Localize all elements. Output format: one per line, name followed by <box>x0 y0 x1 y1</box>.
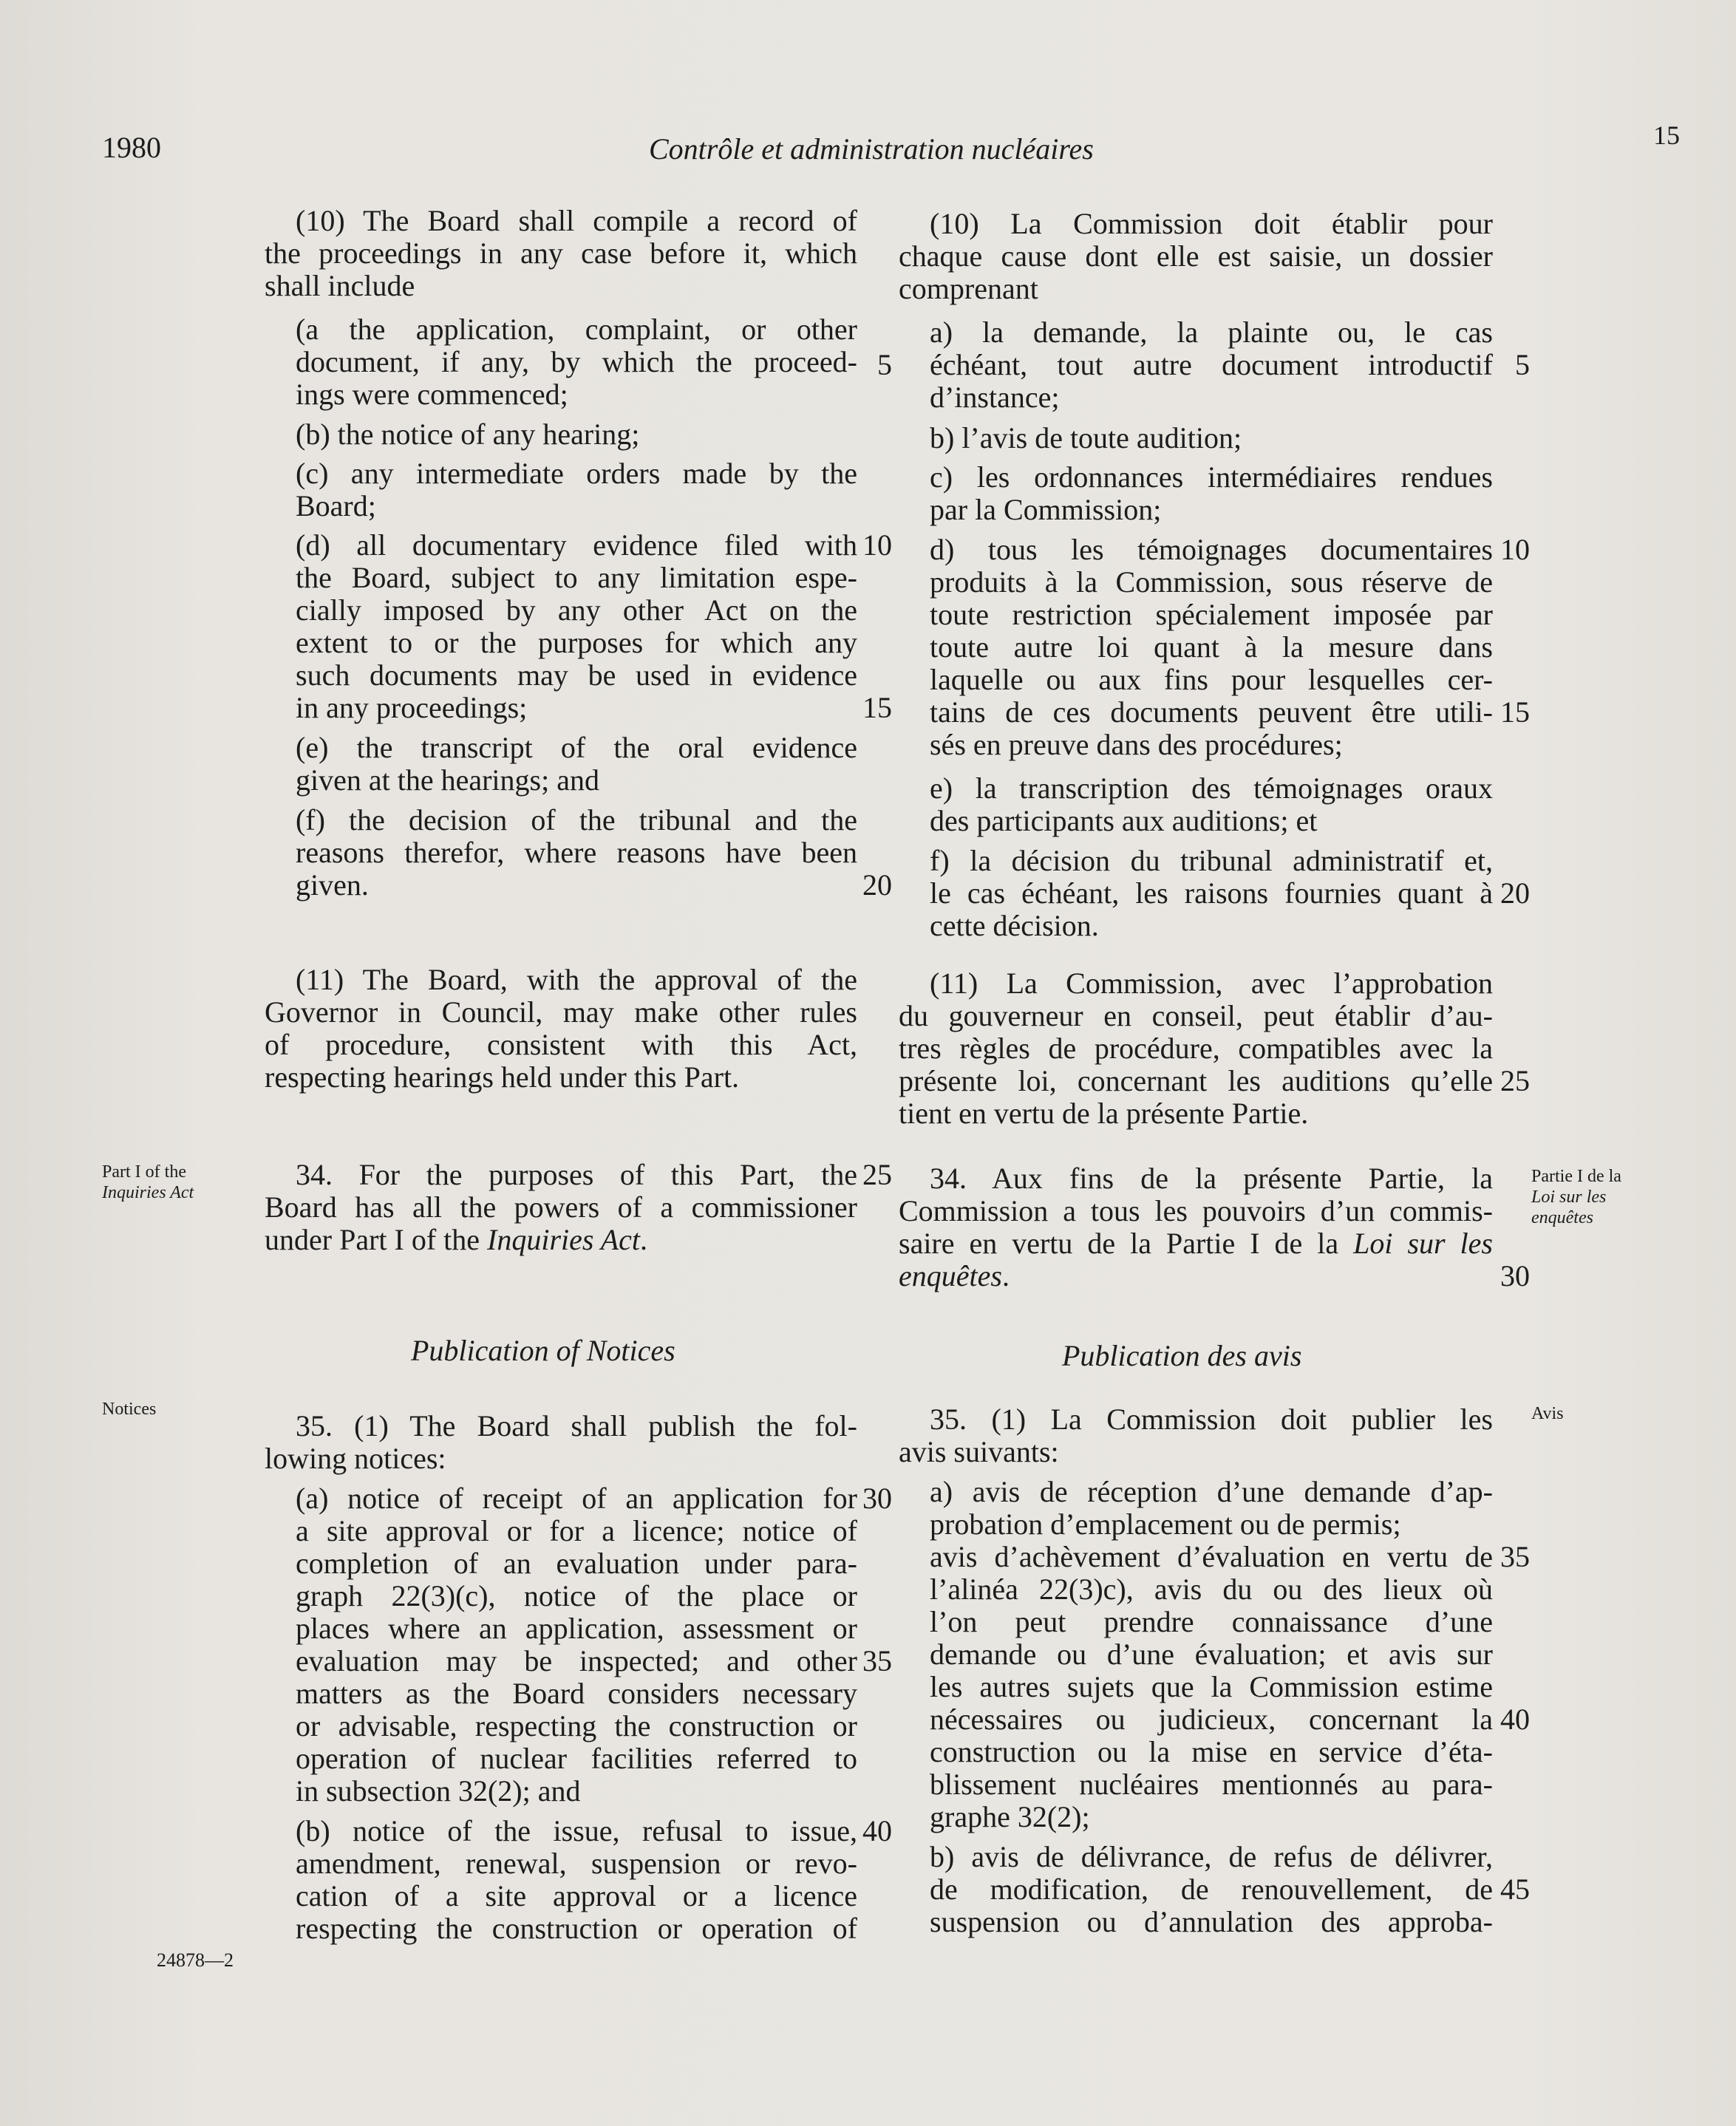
french-text-line: chaque cause dont elle est saisie, un dossier <box>899 239 1493 273</box>
line-number: 10 <box>862 528 892 562</box>
heading-publication-of-notices: Publication of Notices <box>411 1334 675 1367</box>
french-text-line: a) la demande, la plainte ou, le cas <box>930 316 1493 349</box>
english-text-line: cially imposed by any other Act on the <box>296 593 857 627</box>
english-text-line: respecting the construction or operation of <box>296 1912 857 1945</box>
english-text-line: amendment, renewal, suspension or revo- <box>296 1847 857 1880</box>
french-text-line: (10) La Commission doit établir pour <box>930 207 1493 240</box>
english-text-line: graph 22(3)(c), notice of the place or <box>296 1579 857 1612</box>
english-text-line: (e) the transcript of the oral evidence <box>296 731 857 764</box>
line-number: 35 <box>862 1644 892 1677</box>
french-text-line: probation d’emplacement ou de permis; <box>930 1507 1401 1541</box>
line-number: 5 <box>877 348 892 381</box>
french-text-line: avis d’achèvement d’évaluation en vertu de <box>930 1540 1493 1573</box>
english-text-line: such documents may be used in evidence <box>296 658 857 692</box>
line-number: 35 <box>1500 1540 1530 1573</box>
english-text-line: (b) notice of the issue, refusal to issue, <box>296 1814 857 1847</box>
margin-note-line: Part I of the <box>102 1162 186 1182</box>
english-text-line: lowing notices: <box>265 1442 446 1475</box>
english-text-line: (b) the notice of any hearing; <box>296 418 640 451</box>
english-text-line: of procedure, consistent with this Act, <box>265 1028 857 1061</box>
english-text-line: shall include <box>265 269 415 302</box>
english-text-line: 34. For the purposes of this Part, the <box>296 1158 857 1191</box>
english-text-line: (11) The Board, with the approval of the <box>296 963 857 996</box>
french-text-line: e) la transcription des témoignages oraux <box>930 771 1493 805</box>
french-text-line: l’on peut prendre connaissance d’une <box>930 1605 1493 1638</box>
french-text-line: saire en vertu de la Partie I de la Loi sur les <box>899 1227 1493 1260</box>
margin-note-partie-un <box>1531 1166 1621 1228</box>
english-text-line: 35. (1) The Board shall publish the fol- <box>296 1409 857 1442</box>
french-text-line: d’instance; <box>930 381 1060 414</box>
english-text-line: (c) any intermediate orders made by the <box>296 457 857 490</box>
line-number: 45 <box>1500 1873 1530 1906</box>
english-text-line: the Board, subject to any limitation espe- <box>296 561 857 594</box>
english-text-line: (a the application, complaint, or other <box>296 313 857 346</box>
english-text-line: given. <box>296 868 369 902</box>
english-text-line: or advisable, respecting the construction or <box>296 1709 857 1742</box>
french-text-line: sés en preuve dans des procédures; <box>930 728 1343 761</box>
line-number: 30 <box>862 1482 892 1515</box>
margin-note-line: Loi sur les <box>1531 1188 1607 1207</box>
english-text-line: completion of an evaluation under para- <box>296 1547 857 1580</box>
french-text-line: graphe 32(2); <box>930 1800 1090 1833</box>
line-number: 30 <box>1500 1259 1530 1292</box>
line-number: 25 <box>862 1158 892 1191</box>
french-text-line: par la Commission; <box>930 493 1162 526</box>
french-text-line: blissement nucléaires mentionnés au para- <box>930 1768 1493 1801</box>
english-text-line: the proceedings in any case before it, which <box>265 236 857 270</box>
line-number: 25 <box>1500 1064 1530 1097</box>
french-text-line: (11) La Commission, avec l’approbation <box>930 967 1493 1000</box>
french-text-line: enquêtes. <box>899 1259 1010 1292</box>
french-text-line: tres règles de procédure, compatibles avec la <box>899 1032 1493 1065</box>
page-number: 15 <box>1653 120 1680 150</box>
french-text-line: laquelle ou aux fins pour lesquelles cer- <box>930 663 1493 696</box>
english-text-line: ings were commenced; <box>296 378 568 411</box>
english-text-line: matters as the Board considers necessary <box>296 1677 857 1710</box>
french-text-line: a) avis de réception d’une demande d’ap- <box>930 1475 1493 1508</box>
french-text-line: b) avis de délivrance, de refus de délivrer, <box>930 1840 1493 1873</box>
english-text-line: in any proceedings; <box>296 691 528 724</box>
english-text-line: (f) the decision of the tribunal and the <box>296 803 857 837</box>
french-text-line: de modification, de renouvellement, de <box>930 1873 1493 1906</box>
english-text-line: (10) The Board shall compile a record of <box>296 204 857 237</box>
french-text-line: demande ou d’une évaluation; et avis sur <box>930 1638 1493 1671</box>
margin-note-line: enquêtes <box>1531 1208 1593 1227</box>
french-text-line: toute restriction spécialement imposée par <box>930 598 1493 631</box>
french-text-line: comprenant <box>899 272 1038 305</box>
english-text-line: cation of a site approval or a licence <box>296 1879 857 1912</box>
french-text-line: nécessaires ou judicieux, concernant la <box>930 1703 1493 1736</box>
english-text-line: respecting hearings held under this Part. <box>265 1060 740 1094</box>
english-text-line: (d) all documentary evidence filed with <box>296 528 857 562</box>
french-text-line: toute autre loi quant à la mesure dans <box>930 630 1493 664</box>
french-text-line: c) les ordonnances intermédiaires rendues <box>930 460 1493 494</box>
english-text-line: given at the hearings; and <box>296 763 599 797</box>
english-text-line: places where an application, assessment or <box>296 1612 857 1645</box>
line-number: 20 <box>1500 876 1530 910</box>
english-text-line: document, if any, by which the proceed- <box>296 345 857 378</box>
french-text-line: tient en vertu de la présente Partie. <box>899 1097 1309 1130</box>
french-text-line: f) la décision du tribunal administratif et, <box>930 844 1493 877</box>
english-text-line: operation of nuclear facilities referred to <box>296 1742 857 1775</box>
heading-publication-des-avis: Publication des avis <box>1062 1339 1302 1372</box>
french-text-line: des participants aux auditions; et <box>930 804 1318 837</box>
french-text-line: avis suivants: <box>899 1435 1059 1468</box>
french-text-line: suspension ou d’annulation des approba- <box>930 1905 1493 1938</box>
french-text-line: d) tous les témoignages documentaires <box>930 533 1493 566</box>
line-number: 5 <box>1515 348 1530 381</box>
header-year: 1980 <box>102 131 161 164</box>
line-number: 15 <box>862 691 892 724</box>
english-text-line: reasons therefor, where reasons have been <box>296 836 857 869</box>
french-text-line: le cas échéant, les raisons fournies quant à <box>930 876 1493 910</box>
margin-note-part-one <box>102 1162 194 1203</box>
margin-note-notices: Notices <box>102 1400 157 1419</box>
english-text-line: Governor in Council, may make other rules <box>265 995 857 1029</box>
french-text-line: l’alinéa 22(3)c), avis du ou des lieux où <box>930 1573 1493 1606</box>
french-text-line: 34. Aux fins de la présente Partie, la <box>930 1162 1493 1195</box>
french-text-line: échéant, tout autre document introductif <box>930 348 1493 381</box>
english-text-line: extent to or the purposes for which any <box>296 626 857 659</box>
line-number: 15 <box>1500 695 1530 729</box>
french-text-line: b) l’avis de toute audition; <box>930 421 1242 454</box>
margin-note-line: Inquiries Act <box>102 1183 194 1202</box>
english-text-line: a site approval or for a licence; notice of <box>296 1514 857 1547</box>
english-text-line: under Part I of the Inquiries Act. <box>265 1223 648 1256</box>
english-text-line: (a) notice of receipt of an application for <box>296 1482 857 1515</box>
english-text-line: in subsection 32(2); and <box>296 1774 581 1808</box>
french-text-line: tains de ces documents peuvent être utili- <box>930 695 1493 729</box>
english-text-line: evaluation may be inspected; and other <box>296 1644 857 1677</box>
line-number: 40 <box>862 1814 892 1847</box>
margin-note-line: Partie I de la <box>1531 1167 1621 1186</box>
margin-note-avis: Avis <box>1531 1404 1564 1423</box>
line-number: 40 <box>1500 1703 1530 1736</box>
footer-code: 24878—2 <box>157 1949 234 1971</box>
english-text-line: Board has all the powers of a commissioner <box>265 1190 857 1224</box>
line-number: 20 <box>862 868 892 902</box>
french-text-line: Commission a tous les pouvoirs d’un commis- <box>899 1194 1493 1227</box>
french-text-line: produits à la Commission, sous réserve de <box>930 565 1493 599</box>
line-number: 10 <box>1500 533 1530 566</box>
header-title: Contrôle et administration nucléaires <box>649 132 1094 166</box>
french-text-line: 35. (1) La Commission doit publier les <box>930 1403 1493 1436</box>
french-text-line: présente loi, concernant les auditions qu’elle <box>899 1064 1493 1097</box>
french-text-line: les autres sujets que la Commission estime <box>930 1670 1493 1703</box>
french-text-line: du gouverneur en conseil, peut établir d’au- <box>899 999 1493 1032</box>
french-text-line: construction ou la mise en service d’éta- <box>930 1735 1493 1768</box>
english-text-line: Board; <box>296 489 376 522</box>
french-text-line: cette décision. <box>930 909 1099 942</box>
